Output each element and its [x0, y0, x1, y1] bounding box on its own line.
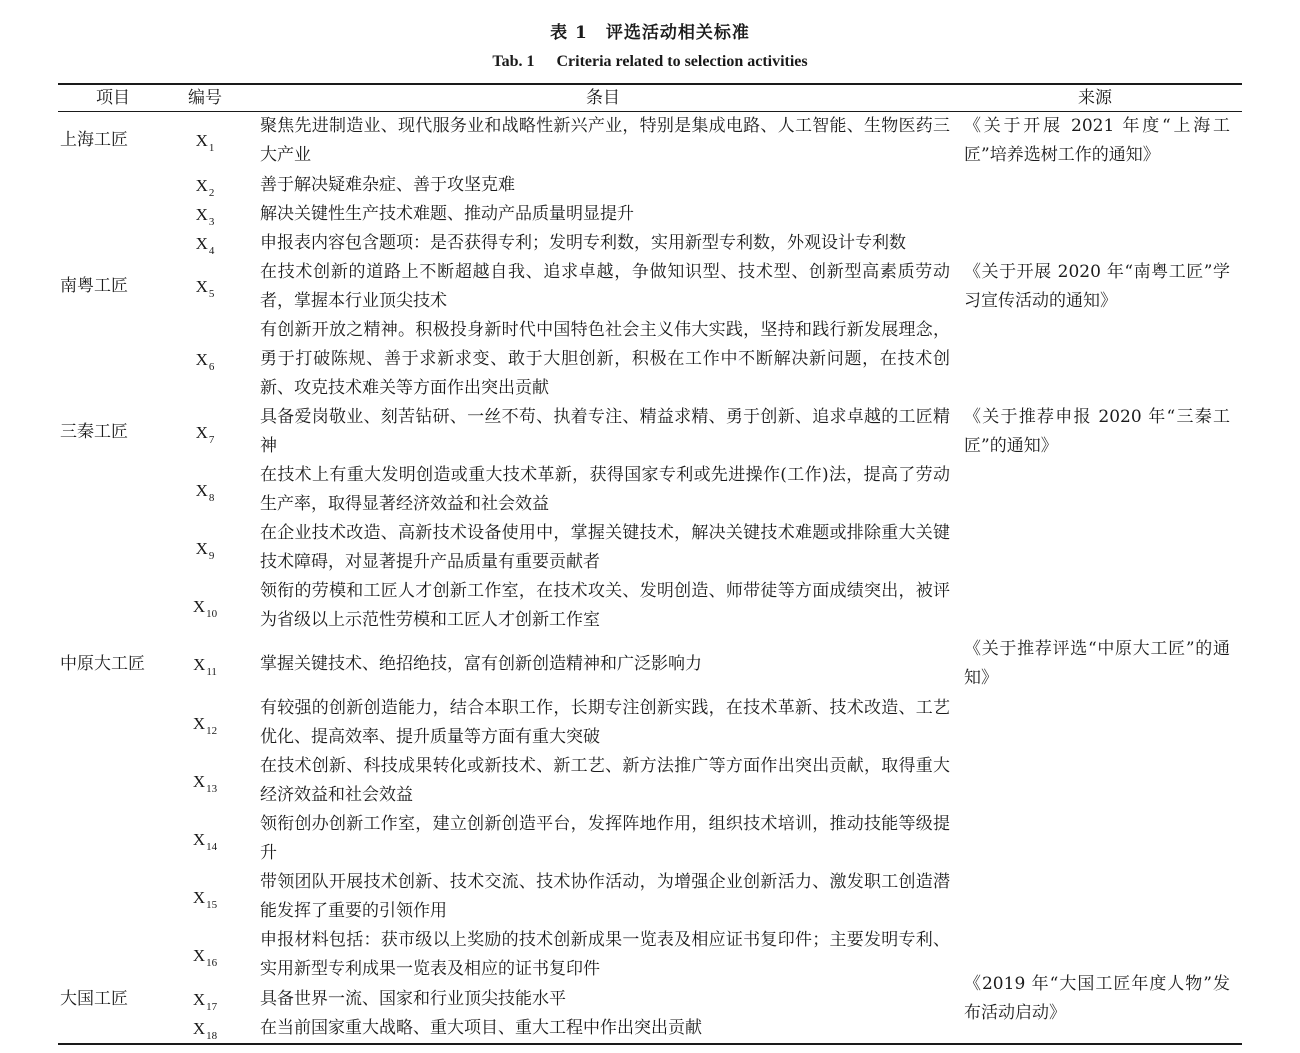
code-x2: $X_2$: [195, 176, 215, 199]
condition-x2: 善于解决疑难杂症、善于攻坚克难: [260, 175, 515, 195]
condition-x13: 在技术创新、科技成果转化或新技术、新工艺、新方法推广等方面作出突出贡献，取得重大经济效益和社会效益: [260, 756, 950, 805]
table-caption-cn: 表 1 评选活动相关标准: [550, 23, 750, 43]
code-x18: $X_{18}$: [192, 1019, 218, 1042]
condition-x4: 申报表内容包含题项：是否获得专利；发明专利数，实用新型专利数，外观设计专利数: [260, 233, 906, 253]
category-daguo: 大国工匠: [60, 989, 128, 1009]
code-x8: $X_8$: [195, 481, 215, 504]
source-daguo: 《2019 年“大国工匠年度人物”发布活动启动》: [964, 974, 1230, 1023]
code-x13: $X_{13}$: [192, 772, 218, 795]
condition-x8: 在技术上有重大发明创造或重大技术革新，获得国家专利或先进操作(工作)法，提高了劳动生产率，取得显著经济效益和社会效益: [260, 465, 950, 514]
code-x11: $X_{11}$: [193, 655, 217, 678]
table-caption-en-text: Criteria related to selection activities: [556, 53, 808, 70]
code-x7: $X_7$: [195, 423, 215, 446]
table-number: Tab. 1: [492, 53, 535, 70]
condition-x12: 有较强的创新创造能力，结合本职工作，长期专注创新实践，在技术革新、技术改造、工艺优化、提高效率、提升质量等方面有重大突破: [260, 698, 950, 747]
code-x16: $X_{16}$: [192, 946, 218, 969]
condition-x6: 有创新开放之精神。积极投身新时代中国特色社会主义伟大实践，坚持和践行新发展理念，勇于打破陈规、善于求新求变、敢于大胆创新，积极在工作中不断解决新问题，在技术创新、攻克技术难关等方面作出突出贡献: [260, 320, 950, 398]
code-x14: $X_{14}$: [192, 830, 218, 853]
condition-x10: 领衔的劳模和工匠人才创新工作室，在技术攻关、发明创造、师带徒等方面成绩突出，被评为省级以上示范性劳模和工匠人才创新工作室: [260, 581, 950, 630]
code-x9: $X_9$: [195, 539, 215, 562]
condition-x7: 具备爱岗敬业、刻苦钻研、一丝不苟、执着专注、精益求精、勇于创新、追求卓越的工匠精神: [260, 407, 950, 456]
header-item: 项目: [96, 88, 130, 108]
code-x15: $X_{15}$: [192, 888, 218, 911]
code-x6: $X_6$: [195, 350, 215, 373]
condition-x1: 聚焦先进制造业、现代服务业和战略性新兴产业，特别是集成电路、人工智能、生物医药三大产业: [260, 116, 950, 165]
condition-x14: 领衔创办创新工作室，建立创新创造平台，发挥阵地作用，组织技术培训，推动技能等级提升: [260, 814, 950, 863]
condition-x18: 在当前国家重大战略、重大项目、重大工程中作出突出贡献: [260, 1018, 702, 1038]
code-x3: $X_3$: [195, 205, 215, 228]
code-x1: $X_1$: [195, 131, 215, 154]
code-x12: $X_{12}$: [192, 714, 218, 737]
bottom-rule: [58, 1043, 1242, 1045]
header-source: 来源: [1078, 88, 1112, 108]
code-x10: $X_{10}$: [192, 597, 218, 620]
category-shanghai: 上海工匠: [60, 130, 128, 150]
header-code: 编号: [188, 88, 222, 108]
header-condition: 条目: [586, 88, 620, 108]
category-sanqin: 三秦工匠: [60, 422, 128, 442]
table-caption-en: [0, 50, 1300, 74]
condition-x9: 在企业技术改造、高新技术设备使用中，掌握关键技术，解决关键技术难题或排除重大关键技术障碍，对显著提升产品质量有重要贡献者: [260, 523, 950, 572]
code-x5: $X_5$: [195, 277, 215, 300]
code-x17: $X_{17}$: [192, 990, 218, 1013]
condition-x16: 申报材料包括：获市级以上奖励的技术创新成果一览表及相应证书复印件；主要发明专利、实用新型专利成果一览表及相应的证书复印件: [260, 930, 950, 979]
code-x4: $X_4$: [195, 234, 215, 257]
source-zhongyuan: 《关于推荐评选“中原大工匠”的通知》: [964, 639, 1230, 688]
source-shanghai: 《关于开展 2021 年度“上海工匠”培养选树工作的通知》: [964, 116, 1230, 165]
condition-x15: 带领团队开展技术创新、技术交流、技术协作活动，为增强企业创新活力、激发职工创造潜能发挥了重要的引领作用: [260, 872, 950, 921]
condition-x11: 掌握关键技术、绝招绝技，富有创新创造精神和广泛影响力: [260, 654, 702, 674]
category-zhongyuan: 中原大工匠: [60, 654, 145, 674]
condition-x5: 在技术创新的道路上不断超越自我、追求卓越，争做知识型、技术型、创新型高素质劳动者，掌握本行业顶尖技术: [260, 262, 950, 311]
source-sanqin: 《关于推荐申报 2020 年“三秦工匠”的通知》: [964, 407, 1230, 456]
source-nanyue: 《关于开展 2020 年“南粤工匠”学习宣传活动的通知》: [964, 262, 1230, 311]
category-nanyue: 南粤工匠: [60, 276, 128, 296]
condition-x3: 解决关键性生产技术难题、推动产品质量明显提升: [260, 204, 634, 224]
condition-x17: 具备世界一流、国家和行业顶尖技能水平: [260, 989, 566, 1009]
